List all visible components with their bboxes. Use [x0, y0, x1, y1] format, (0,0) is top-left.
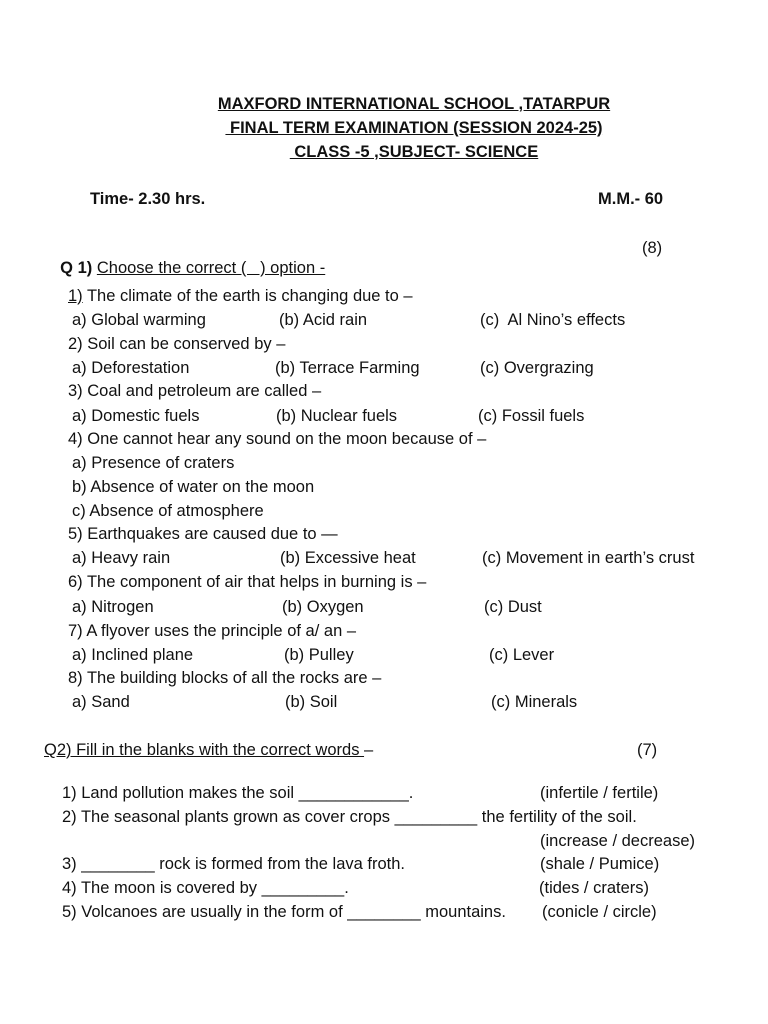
q1-item-6-option-a: a) Nitrogen	[72, 598, 154, 616]
q1-instruction: Choose the correct ( ) option -	[96, 259, 326, 277]
q2-marks: (7)	[637, 741, 658, 759]
max-marks: M.M.- 60	[598, 190, 664, 208]
exam-title: FINAL TERM EXAMINATION (SESSION 2024-25)	[225, 119, 603, 137]
q1-item-4-option-c: c) Absence of atmosphere	[72, 502, 264, 520]
q1-item-5-option-c: (c) Movement in earth’s crust	[482, 549, 695, 567]
q2-instruction: Q2) Fill in the blanks with the correct words	[44, 741, 365, 759]
q2-item-2-choices: (increase / decrease)	[540, 832, 695, 850]
q2-item-5-text: 5) Volcanoes are usually in the form of ________ mountains.	[62, 903, 506, 921]
q1-item-1-option-a: a) Global warming	[72, 311, 206, 329]
q1-heading	[51, 238, 325, 278]
q1-item-3-option-a: a) Domestic fuels	[72, 407, 200, 425]
q1-item-3-option-c: (c) Fossil fuels	[478, 407, 585, 425]
q1-item-5-option-b: (b) Excessive heat	[280, 549, 416, 567]
q1-item-7-option-b: (b) Pulley	[284, 646, 354, 664]
q1-item-8-option-a: a) Sand	[72, 693, 130, 711]
q1-item-2-question: 2) Soil can be conserved by –	[68, 335, 286, 353]
q2-item-5-choices: (conicle / circle)	[542, 903, 657, 921]
class-subject: CLASS -5 ,SUBJECT- SCIENCE	[289, 143, 539, 161]
q2-item-2-text: 2) The seasonal plants grown as cover crops _________ the fertility of the soil.	[62, 808, 637, 826]
q1-item-4-question: 4) One cannot hear any sound on the moon because of –	[68, 430, 487, 448]
q1-item-4-option-a: a) Presence of craters	[72, 454, 235, 472]
school-name: MAXFORD INTERNATIONAL SCHOOL ,TATARPUR	[217, 95, 611, 113]
q2-item-3-choices: (shale / Pumice)	[540, 855, 660, 873]
q1-item-7-option-a: a) Inclined plane	[72, 646, 194, 664]
q1-item-7-question: 7) A flyover uses the principle of a/ an –	[68, 622, 357, 640]
q1-item-8-option-c: (c) Minerals	[491, 693, 578, 711]
q1-item-1-question	[68, 286, 413, 306]
exam-time: Time- 2.30 hrs.	[90, 190, 206, 208]
q1-item-1-option-b: (b) Acid rain	[279, 311, 368, 329]
q1-item-5-option-a: a) Heavy rain	[72, 549, 171, 567]
q1-marks: (8)	[642, 239, 663, 257]
q1-item-1-option-c: (c) Al Nino’s effects	[480, 311, 626, 329]
q2-item-4-text: 4) The moon is covered by _________.	[62, 879, 349, 897]
q1-item-2-option-c: (c) Overgrazing	[480, 359, 594, 377]
q1-item-1-number: 1)	[68, 287, 83, 305]
q2-item-1-text: 1) Land pollution makes the soil ____________.	[62, 784, 414, 802]
q1-item-8-option-b: (b) Soil	[285, 693, 338, 711]
q1-item-2-option-a: a) Deforestation	[72, 359, 190, 377]
q1-item-5-question: 5) Earthquakes are caused due to —	[68, 525, 338, 543]
q2-item-4-choices: (tides / craters)	[539, 879, 650, 897]
q2-heading	[44, 740, 373, 760]
q1-item-6-option-b: (b) Oxygen	[282, 598, 364, 616]
q1-item-8-question: 8) The building blocks of all the rocks are –	[68, 669, 382, 687]
q2-item-1-choices: (infertile / fertile)	[540, 784, 659, 802]
q1-item-6-option-c: (c) Dust	[484, 598, 542, 616]
q1-item-7-option-c: (c) Lever	[489, 646, 555, 664]
q1-item-3-option-b: (b) Nuclear fuels	[276, 407, 398, 425]
q1-item-4-option-b: b) Absence of water on the moon	[72, 478, 315, 496]
q2-item-3-text: 3) ________ rock is formed from the lava froth.	[62, 855, 406, 873]
q1-item-1-text: The climate of the earth is changing due to –	[82, 287, 413, 305]
q1-item-3-question: 3) Coal and petroleum are called –	[68, 382, 322, 400]
q1-item-2-option-b: (b) Terrace Farming	[275, 359, 420, 377]
q2-dash: –	[364, 741, 374, 759]
q1-item-6-question: 6) The component of air that helps in burning is –	[68, 573, 427, 591]
q1-number: Q 1)	[60, 259, 93, 277]
